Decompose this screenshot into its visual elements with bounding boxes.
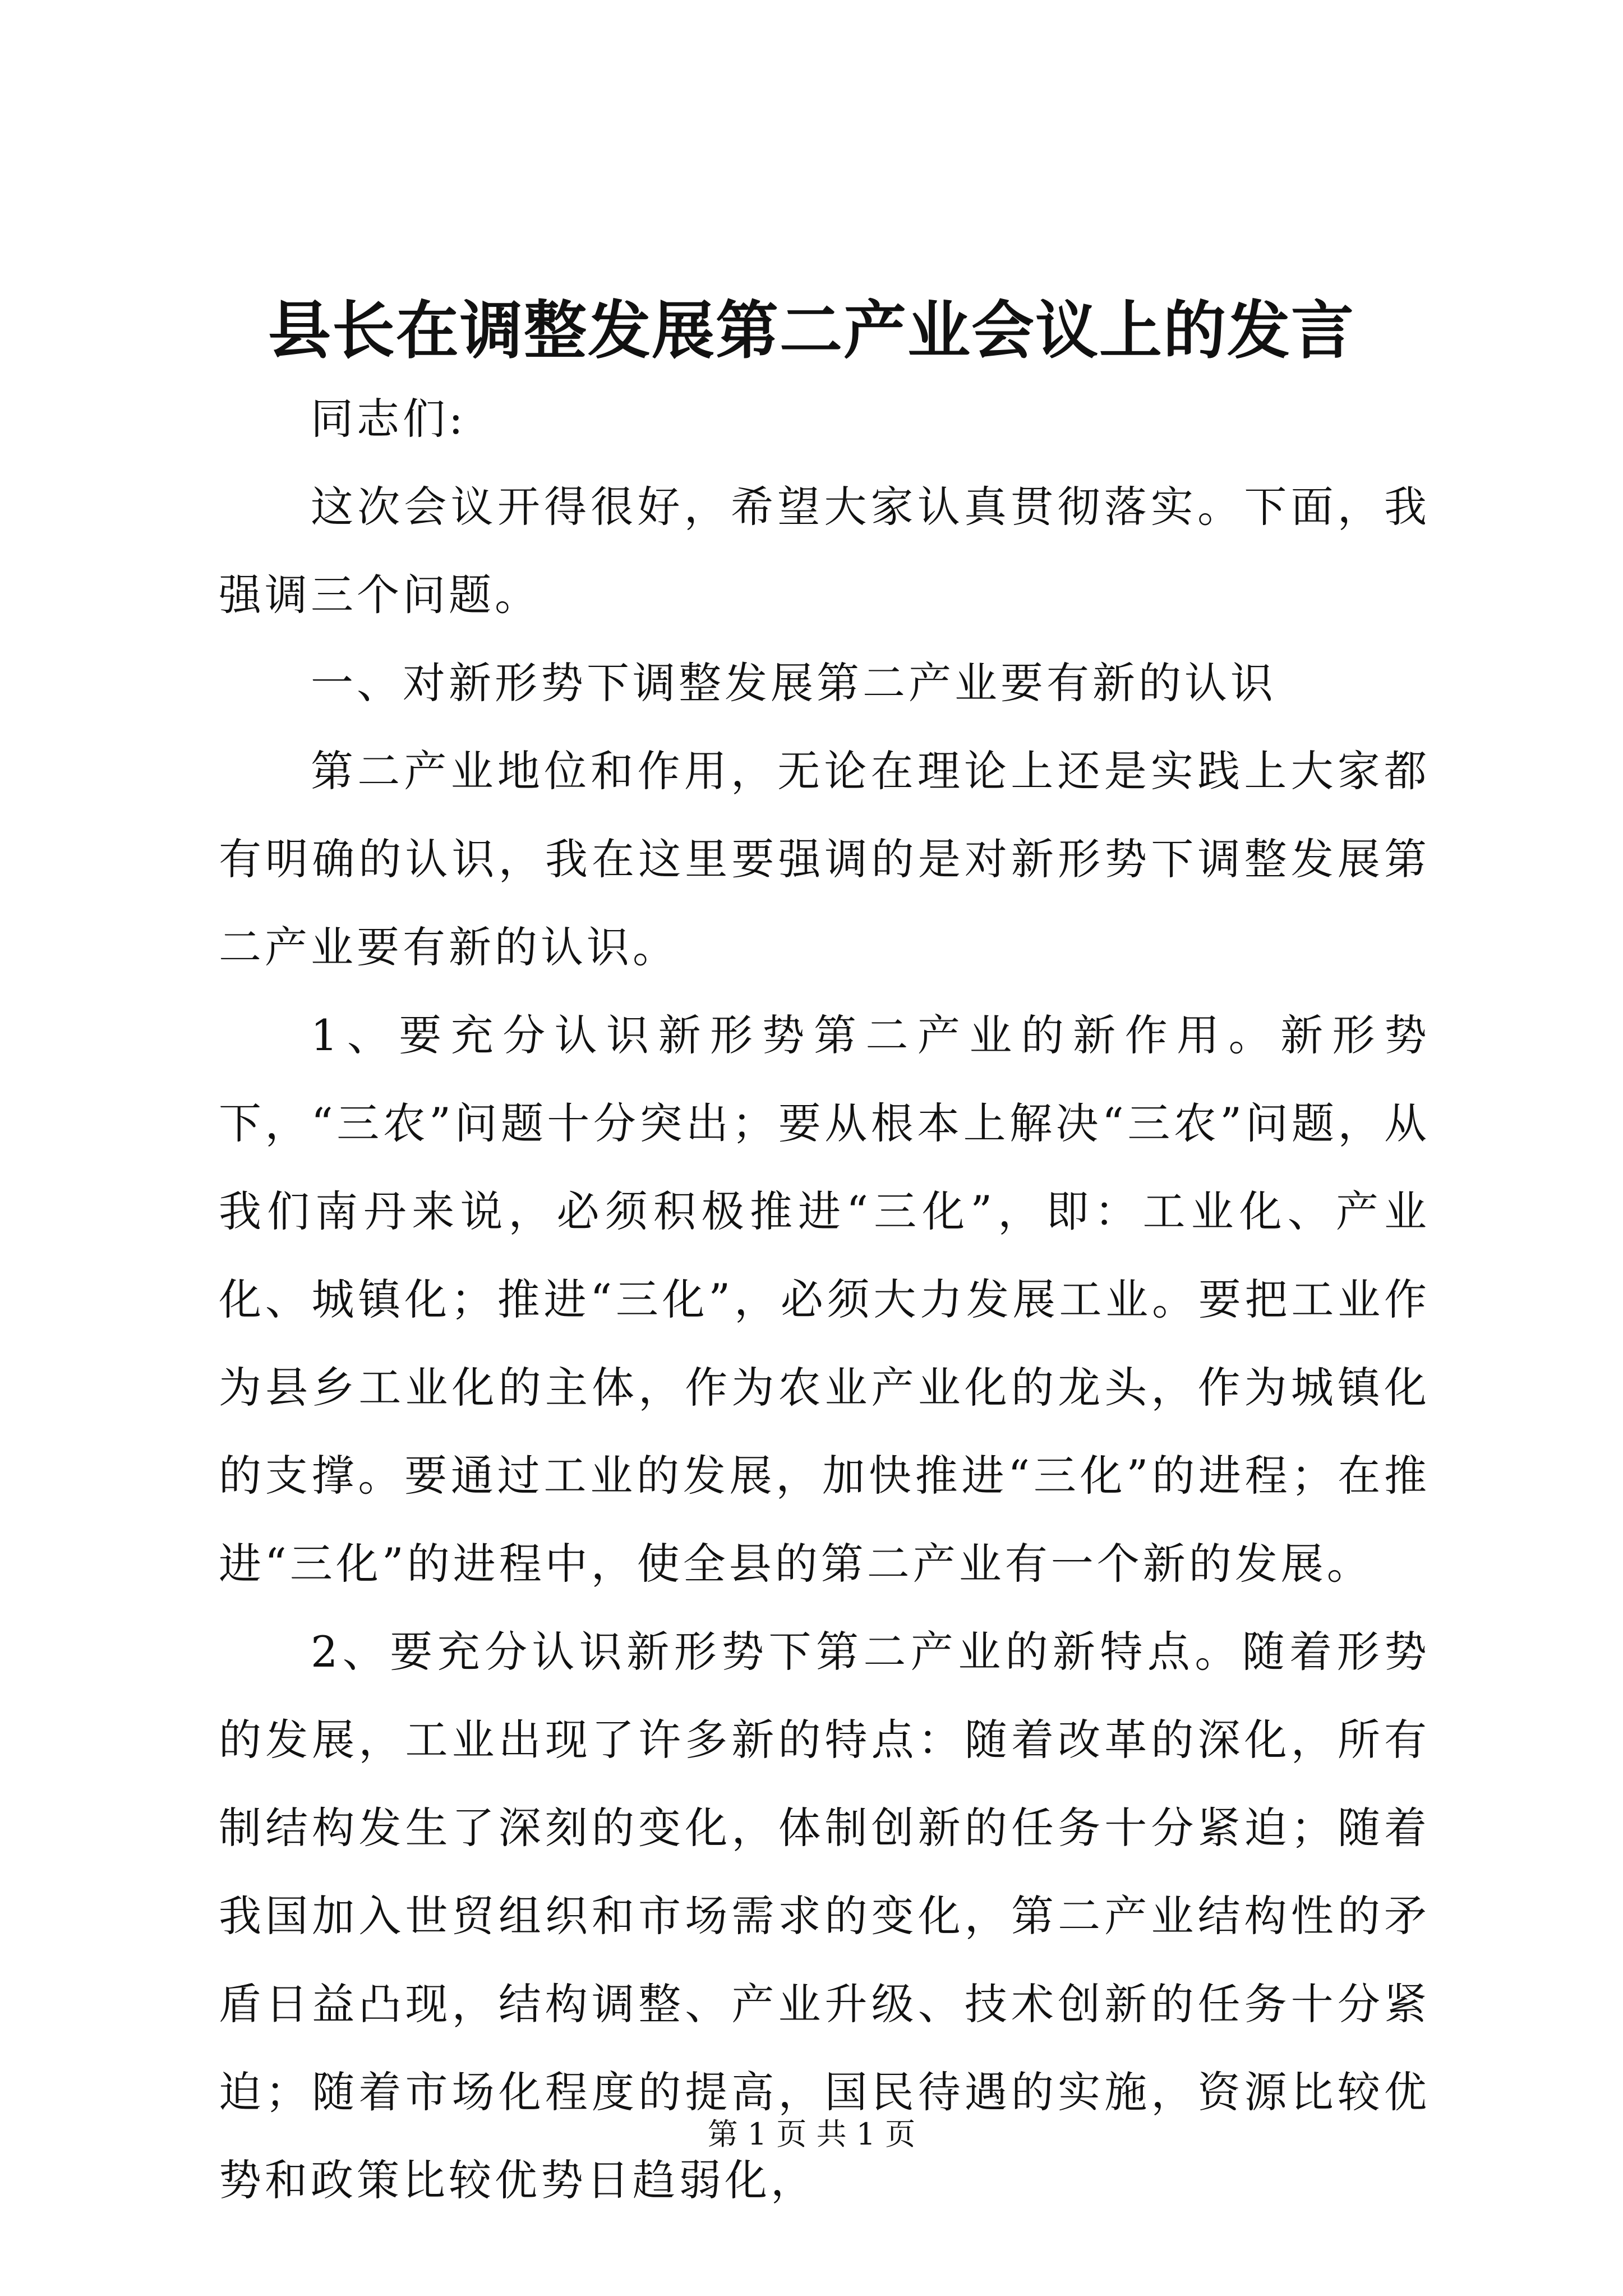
paragraph-salutation: 同志们:: [311, 394, 467, 444]
paragraph-heading-1: 一、对新形势下调整发展第二产业要有新的认识: [311, 658, 1276, 708]
paragraph-point-2: 2、要充分认识新形势下第二产业的新特点。随着形势的发展，工业出现了许多新的特点：随着改革的深化，所有制结构发生了深刻的变化，体制创新的任务十分紧迫；随着我国加入世贸组织和市场需求的变化，第二产业结构性的矛盾日益凸现，结构调整、产业升级、技术创新的任务十分紧迫；随着市场化程度的提高，国民待遇的实施，资源比较优势和政策比较优势日趋弱化，: [219, 1627, 1430, 2205]
paragraph-body: 第二产业地位和作用，无论在理论上还是实践上大家都有明确的认识，我在这里要强调的是对新形势下调整发展第二产业要有新的认识。: [219, 746, 1430, 972]
paragraph-intro: 这次会议开得很好，希望大家认真贯彻落实。下面，我强调三个问题。: [219, 482, 1430, 620]
document-title: 县长在调整发展第二产业会议上的发言: [268, 294, 1355, 367]
paragraph-point-1: 1、要充分认识新形势第二产业的新作用。新形势下，“三农”问题十分突出；要从根本上解决“三农”问题，从我们南丹来说，必须积极推进“三化”，即：工业化、产业化、城镇化；推进“三化”，必须大力发展工业。要把工业作为县乡工业化的主体，作为农业产业化的龙头，作为城镇化的支撑。要通过工业的发展，加快推进“三化”的进程；在推进“三化”的进程中，使全县的第二产业有一个新的发展。: [219, 1010, 1430, 1589]
page-number-footer: 第 1 页 共 1 页: [707, 2116, 916, 2152]
document-body: [219, 375, 1430, 2224]
